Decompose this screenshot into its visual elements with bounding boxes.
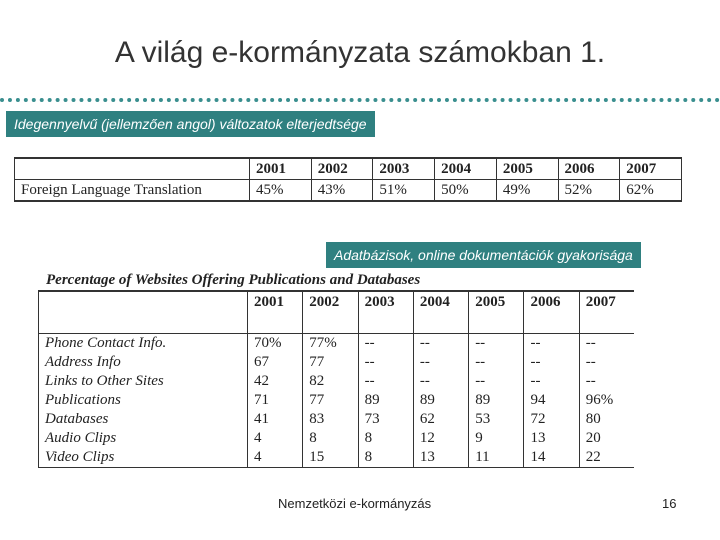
table2-title: Percentage of Websites Offering Publications and Databases	[46, 272, 421, 288]
table-cell: 15	[303, 448, 358, 468]
table-row	[39, 334, 635, 354]
table-cell: 14	[524, 448, 579, 468]
year-header: 2006	[558, 158, 620, 180]
table-row	[39, 429, 635, 448]
row-label: Foreign Language Translation	[15, 180, 250, 202]
header-empty-cell	[15, 158, 250, 180]
publications-databases-table	[38, 290, 634, 468]
year-header: 2004	[413, 291, 468, 312]
table-cell: 72	[524, 410, 579, 429]
row-label: Video Clips	[39, 448, 248, 468]
table-row	[39, 353, 635, 372]
table-cell: --	[524, 353, 579, 372]
table-cell: 13	[524, 429, 579, 448]
table-cell: 83	[303, 410, 358, 429]
table-cell: --	[469, 372, 524, 391]
table-row	[15, 180, 682, 202]
spacer-row	[39, 312, 635, 334]
label-foreign-language: Idegennyelvű (jellemzően angol) változatok elterjedtsége	[6, 111, 375, 137]
table-cell: 11	[469, 448, 524, 468]
table-cell: 94	[524, 391, 579, 410]
year-header: 2007	[579, 291, 634, 312]
table-cell: 80	[579, 410, 634, 429]
table-cell: 67	[248, 353, 303, 372]
table-cell: --	[358, 334, 413, 354]
table-cell: --	[358, 353, 413, 372]
table-cell: 51%	[373, 180, 435, 202]
table-cell: 71	[248, 391, 303, 410]
table-cell: --	[469, 353, 524, 372]
table-cell: 73	[358, 410, 413, 429]
label-databases: Adatbázisok, online dokumentációk gyakorisága	[326, 242, 641, 268]
year-header: 2006	[524, 291, 579, 312]
table-cell: 45%	[250, 180, 312, 202]
table-cell: --	[579, 353, 634, 372]
table-cell: 20	[579, 429, 634, 448]
year-header: 2003	[358, 291, 413, 312]
table-cell: --	[358, 372, 413, 391]
table-cell: 13	[413, 448, 468, 468]
page-number: 16	[662, 496, 677, 511]
table-cell: 77%	[303, 334, 358, 354]
table-cell: 62%	[620, 180, 682, 202]
header-empty-cell	[39, 291, 248, 312]
table-cell: 89	[413, 391, 468, 410]
table-cell: 8	[358, 448, 413, 468]
table-cell: 9	[469, 429, 524, 448]
table-cell: --	[469, 334, 524, 354]
table-cell: 89	[469, 391, 524, 410]
table-cell: 43%	[311, 180, 373, 202]
table-header-row	[39, 291, 635, 312]
table-cell: 77	[303, 353, 358, 372]
table-cell: 96%	[579, 391, 634, 410]
table-cell: 4	[248, 448, 303, 468]
footer-text: Nemzetközi e-kormányzás	[278, 496, 432, 511]
table-cell: 62	[413, 410, 468, 429]
row-label: Audio Clips	[39, 429, 248, 448]
year-header: 2002	[303, 291, 358, 312]
table-cell: 41	[248, 410, 303, 429]
row-label: Links to Other Sites	[39, 372, 248, 391]
table-row	[39, 410, 635, 429]
foreign-language-table	[14, 157, 682, 202]
row-label: Publications	[39, 391, 248, 410]
table-cell: 82	[303, 372, 358, 391]
year-header: 2007	[620, 158, 682, 180]
table-cell: 22	[579, 448, 634, 468]
table-cell: --	[579, 372, 634, 391]
table-row	[39, 448, 635, 468]
year-header: 2004	[435, 158, 497, 180]
table-cell: --	[413, 372, 468, 391]
table-cell: 50%	[435, 180, 497, 202]
table-cell: 77	[303, 391, 358, 410]
table-cell: --	[579, 334, 634, 354]
year-header: 2002	[311, 158, 373, 180]
table-cell: --	[413, 353, 468, 372]
table-row	[39, 372, 635, 391]
year-header: 2005	[469, 291, 524, 312]
table-cell: 8	[303, 429, 358, 448]
table-cell: 12	[413, 429, 468, 448]
year-header: 2005	[496, 158, 558, 180]
table-cell: 53	[469, 410, 524, 429]
table-cell: --	[413, 334, 468, 354]
row-label: Address Info	[39, 353, 248, 372]
year-header: 2001	[248, 291, 303, 312]
year-header: 2003	[373, 158, 435, 180]
row-label: Phone Contact Info.	[39, 334, 248, 354]
slide-title: A világ e-kormányzata számokban 1.	[114, 36, 606, 69]
year-header: 2001	[250, 158, 312, 180]
table-cell: 4	[248, 429, 303, 448]
table-cell: --	[524, 334, 579, 354]
table-row	[39, 391, 635, 410]
table-header-row	[15, 158, 682, 180]
table-cell: --	[524, 372, 579, 391]
table-cell: 89	[358, 391, 413, 410]
table-cell: 52%	[558, 180, 620, 202]
row-label: Databases	[39, 410, 248, 429]
table-cell: 49%	[496, 180, 558, 202]
table-cell: 8	[358, 429, 413, 448]
dotted-divider	[0, 98, 720, 102]
table-cell: 70%	[248, 334, 303, 354]
table-cell: 42	[248, 372, 303, 391]
